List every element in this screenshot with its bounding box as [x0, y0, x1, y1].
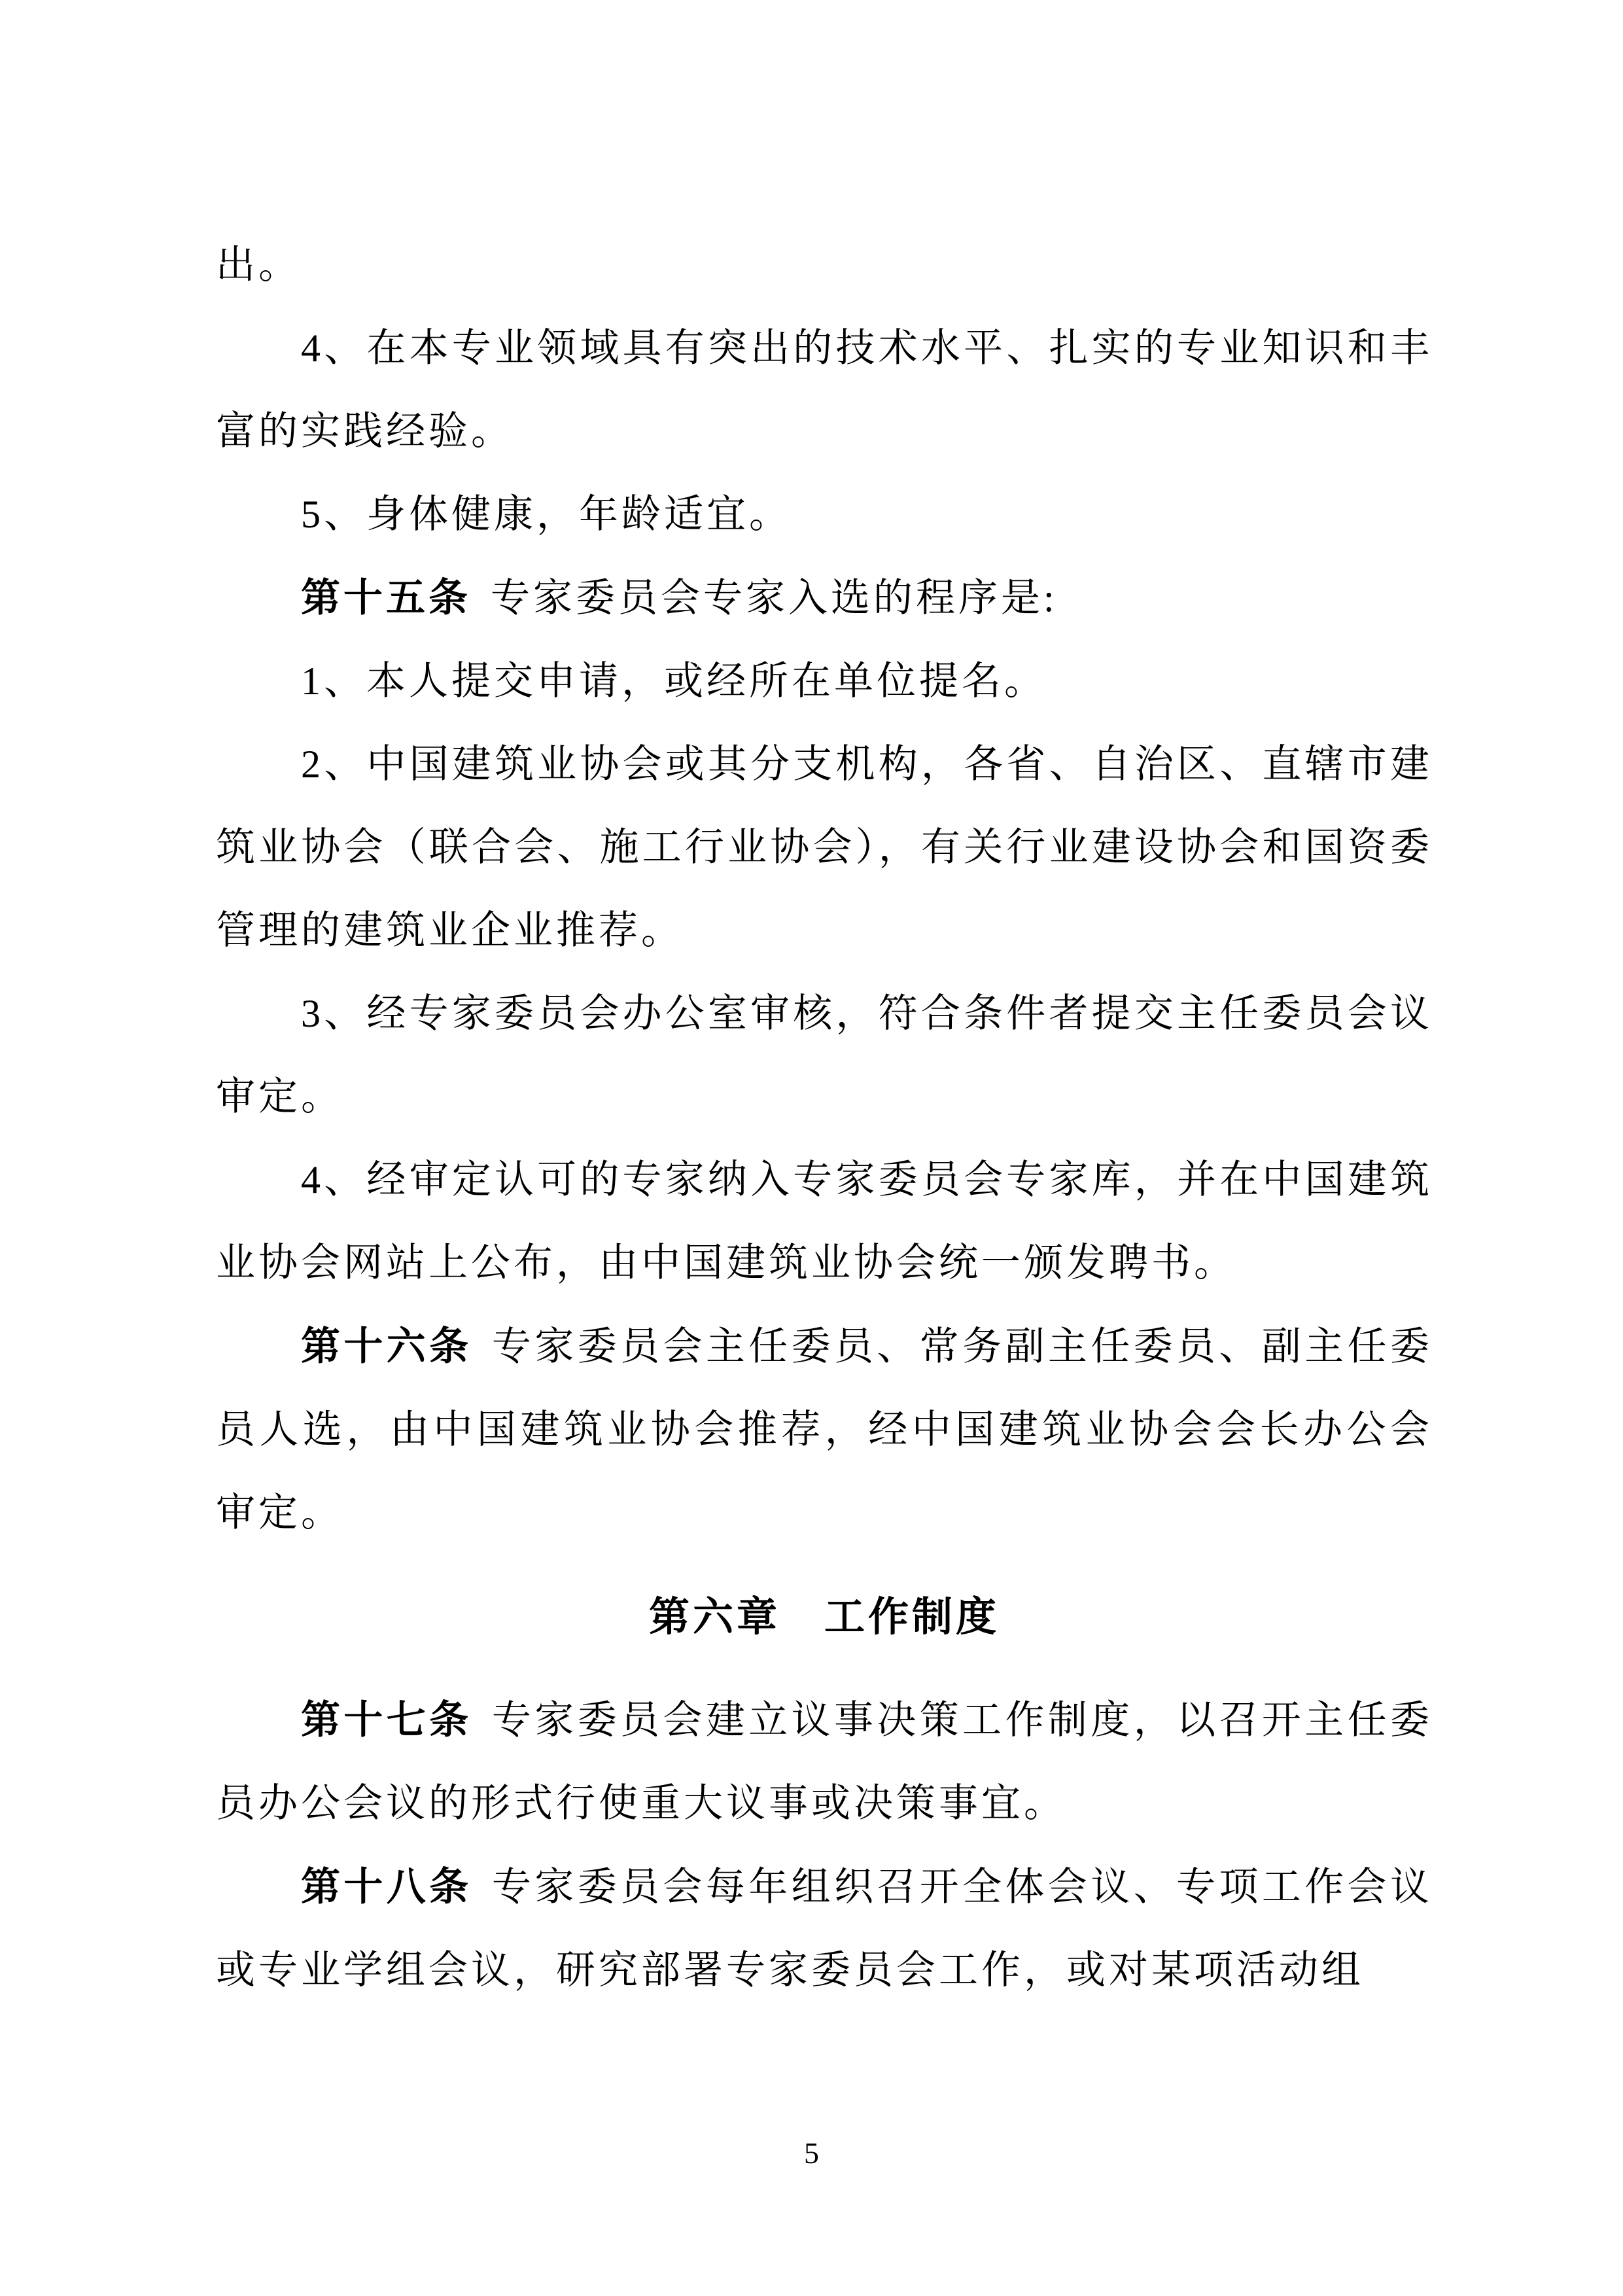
paragraph-text: 4、在本专业领域具有突出的技术水平、扎实的专业知识和丰富的实践经验。	[216, 327, 1433, 453]
document-body	[216, 224, 1433, 2012]
paragraph-text: 专家委员会专家入选的程序是:	[478, 576, 1058, 620]
paragraph-text: 3、经专家委员会办公室审核，符合条件者提交主任委员会议审定。	[216, 992, 1433, 1118]
paragraph-text: 2、中国建筑业协会或其分支机构，各省、自治区、直辖市建筑业协会（联合会、施工行业协会），有关行业建设协会和国资委管理的建筑业企业推荐。	[216, 743, 1433, 952]
article-term: 第十五条	[301, 576, 471, 620]
paragraph	[216, 473, 1433, 556]
paragraph	[216, 1139, 1433, 1305]
paragraph-text: 专家委员会建立议事决策工作制度，以召开主任委员办公会议的形式行使重大议事或决策事宜。	[216, 1699, 1433, 1825]
paragraph	[216, 1678, 1433, 1845]
article-term: 第十六条	[301, 1324, 472, 1368]
paragraph-text: 专家委员会主任委员、常务副主任委员、副主任委员人选，由中国建筑业协会推荐，经中国建筑业协会会长办公会审定。	[216, 1325, 1433, 1534]
paragraph	[216, 556, 1433, 640]
paragraph-text: 出。	[216, 243, 301, 287]
paragraph-text: 1、本人提交申请，或经所在单位提名。	[301, 660, 1047, 703]
page-number: 5	[804, 2136, 819, 2170]
paragraph	[216, 1305, 1433, 1555]
paragraph	[216, 307, 1433, 473]
article-term: 第十七条	[301, 1698, 472, 1742]
paragraph	[216, 1845, 1433, 2012]
paragraph	[216, 723, 1433, 972]
paragraph	[216, 224, 1433, 307]
article-term: 第十八条	[301, 1865, 472, 1909]
paragraph	[216, 640, 1433, 723]
chapter-heading: 第六章 工作制度	[648, 1595, 1000, 1640]
paragraph-text: 专家委员会每年组织召开全体会议、专项工作会议或专业学组会议，研究部署专家委员会工作，或对某项活动组	[216, 1865, 1433, 1992]
paragraph	[216, 972, 1433, 1139]
paragraph-text: 4、经审定认可的专家纳入专家委员会专家库，并在中国建筑业协会网站上公布，由中国建筑业协会统一颁发聘书。	[216, 1158, 1433, 1284]
paragraph-text: 5、身体健康，年龄适宜。	[301, 493, 792, 536]
